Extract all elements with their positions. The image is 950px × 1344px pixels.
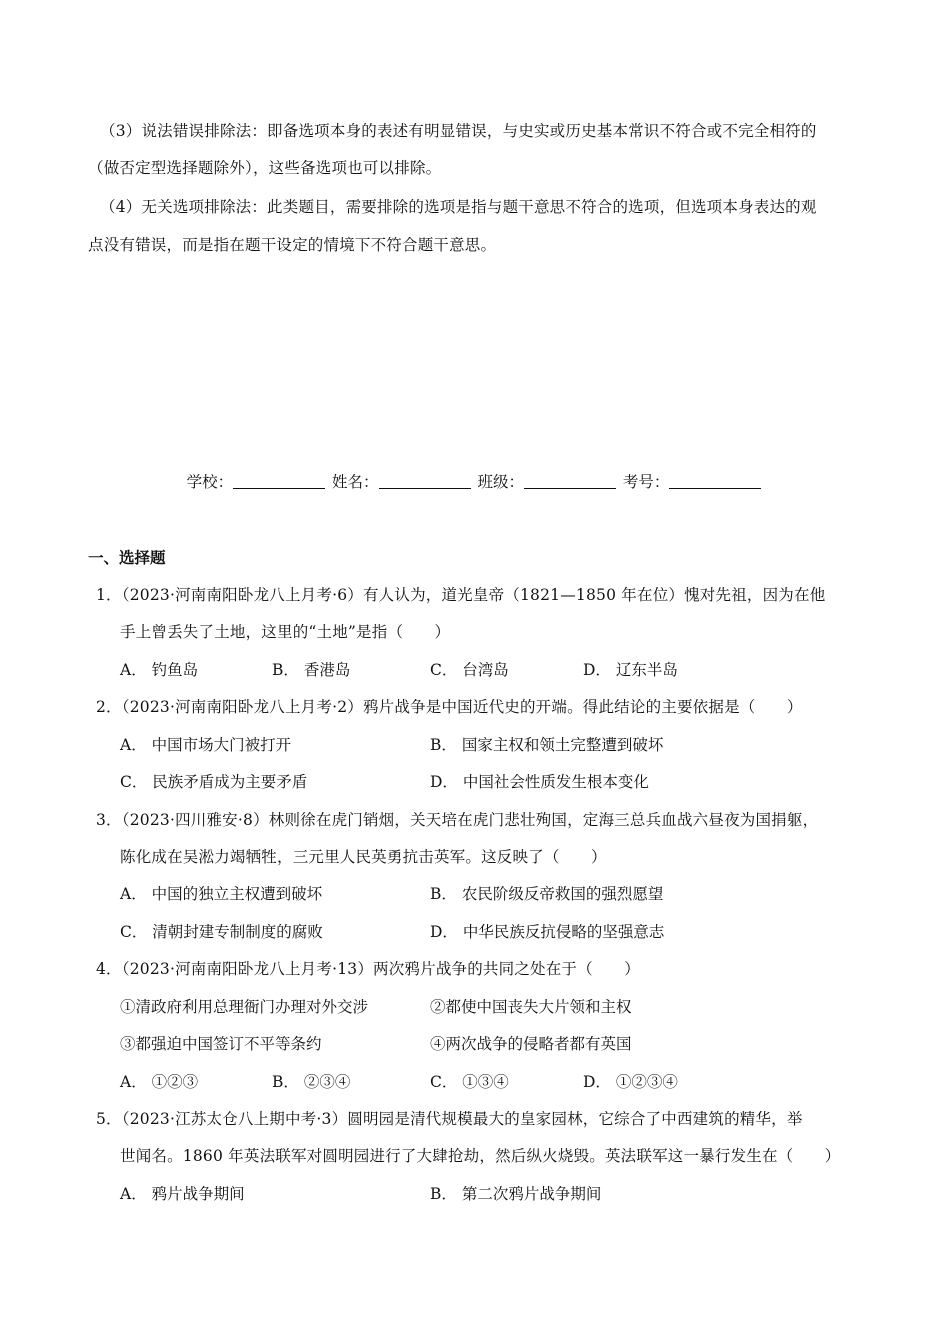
question-1-line1: 1．（2023·河南南阳卧龙八上月考·6）有人认为，道光皇帝（1821—1850 年在位）愧对先祖，因为在他 bbox=[96, 586, 826, 604]
q4-option-a[interactable]: A． ①②③ bbox=[120, 1073, 199, 1091]
intro-p4-line1: （4）无关选项排除法：此类题目，需要排除的选项是指与题干意思不符合的选项，但选项本身表达的观 bbox=[100, 198, 817, 216]
question-3-line2: 陈化成在吴淞力竭牺牲，三元里人民英勇抗击英军。这反映了（ ） bbox=[120, 848, 607, 866]
question-3-line1: 3．（2023·四川雅安·8）林则徐在虎门销烟，关天培在虎门悲壮殉国，定海三总兵血战六昼夜为国捐躯， bbox=[96, 811, 819, 829]
question-5-line2: 世闻名。1860 年英法联军对圆明园进行了大肆抢劫，然后纵火烧毁。英法联军这一暴行发生在（ ） bbox=[120, 1147, 841, 1165]
question-5-line1: 5．（2023·江苏太仓八上期中考·3）圆明园是清代规模最大的皇家园林，它综合了中西建筑的精华，举 bbox=[96, 1110, 803, 1128]
q3-option-d[interactable]: D． 中华民族反抗侵略的坚强意志 bbox=[430, 923, 665, 941]
section-title: 一、选择题 bbox=[88, 549, 166, 567]
q2-option-d[interactable]: D． 中国社会性质发生根本变化 bbox=[430, 773, 649, 791]
school-blank[interactable] bbox=[233, 474, 325, 489]
q2-option-c[interactable]: C． 民族矛盾成为主要矛盾 bbox=[120, 773, 308, 791]
q4-item-1: ①清政府利用总理衙门办理对外交涉 bbox=[120, 998, 369, 1016]
class-blank[interactable] bbox=[524, 474, 616, 489]
number-blank[interactable] bbox=[669, 474, 761, 489]
intro-p3-line1: （3）说法错误排除法：即备选项本身的表述有明显错误，与史实或历史基本常识不符合或不完全相符的 bbox=[100, 122, 817, 140]
q4-item-3: ③都强迫中国签订不平等条约 bbox=[120, 1035, 322, 1053]
intro-p4-line2: 点没有错误，而是指在题干设定的情境下不符合题干意思。 bbox=[88, 236, 497, 254]
q2-option-a[interactable]: A． 中国市场大门被打开 bbox=[120, 736, 292, 754]
intro-p3-line2: （做否定型选择题除外），这些备选项也可以排除。 bbox=[88, 159, 442, 177]
q4-option-c[interactable]: C． ①③④ bbox=[430, 1073, 509, 1091]
q3-option-c[interactable]: C． 清朝封建专制制度的腐败 bbox=[120, 923, 323, 941]
name-label: 姓名： bbox=[332, 473, 379, 491]
q1-option-c[interactable]: C． 台湾岛 bbox=[430, 661, 509, 679]
q4-option-b[interactable]: B． ②③④ bbox=[272, 1073, 351, 1091]
q1-option-d[interactable]: D． 辽东半岛 bbox=[583, 661, 678, 679]
q1-option-a[interactable]: A． 钓鱼岛 bbox=[120, 661, 199, 679]
question-2-line1: 2．（2023·河南南阳卧龙八上月考·2）鸦片战争是中国近代史的开端。得此结论的主要依据是（ ） bbox=[96, 698, 803, 716]
number-label: 考号： bbox=[622, 473, 670, 491]
q4-option-d[interactable]: D． ①②③④ bbox=[583, 1073, 678, 1091]
q4-item-2: ②都使中国丧失大片领和主权 bbox=[430, 998, 632, 1016]
q5-option-b[interactable]: B． 第二次鸦片战争期间 bbox=[430, 1185, 602, 1203]
q3-option-a[interactable]: A． 中国的独立主权遭到破坏 bbox=[120, 885, 323, 903]
q2-option-b[interactable]: B． 国家主权和领土完整遭到破坏 bbox=[430, 736, 664, 754]
class-label: 班级： bbox=[477, 473, 524, 491]
q5-option-a[interactable]: A． 鸦片战争期间 bbox=[120, 1185, 245, 1203]
name-blank[interactable] bbox=[379, 474, 471, 489]
q3-option-b[interactable]: B． 农民阶级反帝救国的强烈愿望 bbox=[430, 885, 664, 903]
question-4-line1: 4．（2023·河南南阳卧龙八上月考·13）两次鸦片战争的共同之处在于（ ） bbox=[96, 960, 640, 978]
student-info-line bbox=[0, 470, 950, 492]
q1-option-b[interactable]: B． 香港岛 bbox=[272, 661, 351, 679]
question-1-line2: 手上曾丢失了土地，这里的“土地”是指（ ） bbox=[120, 623, 451, 641]
q4-item-4: ④两次战争的侵略者都有英国 bbox=[430, 1035, 632, 1053]
school-label: 学校： bbox=[186, 473, 234, 491]
